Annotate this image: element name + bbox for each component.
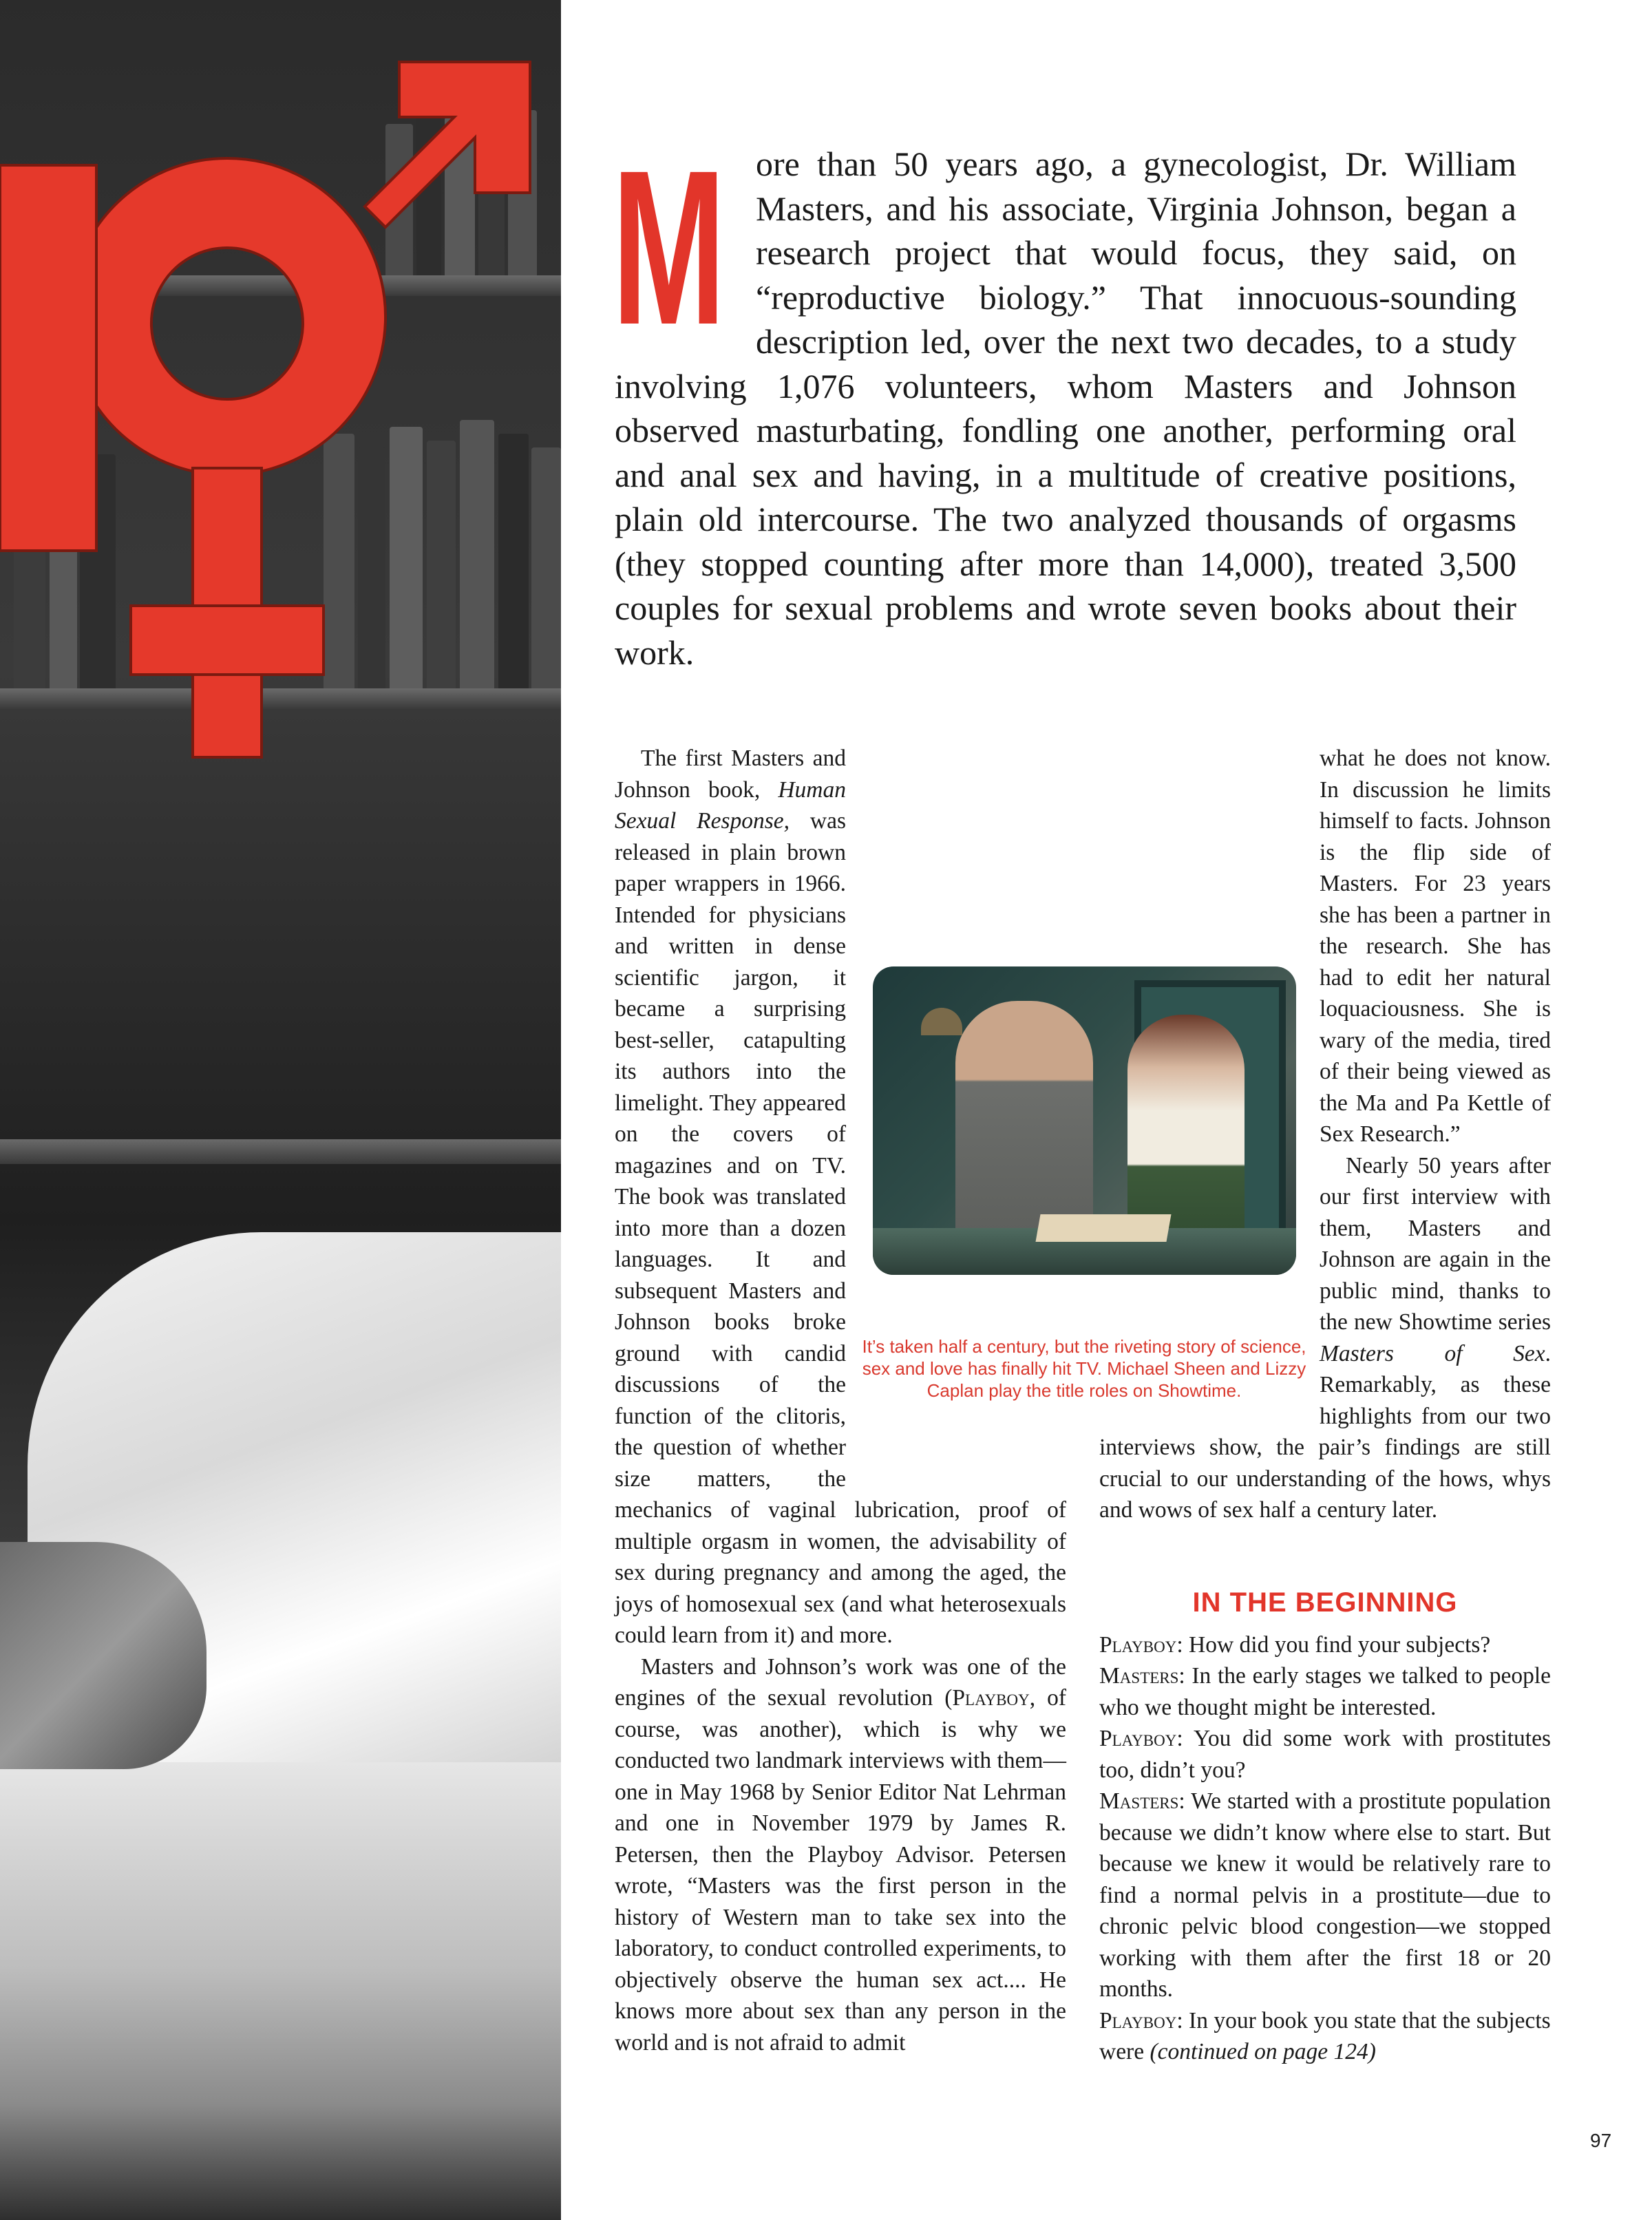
papers	[1035, 1214, 1171, 1242]
lamp	[921, 1008, 962, 1035]
body-column-2	[1099, 743, 1551, 2068]
intro-paragraph	[612, 124, 1516, 675]
paragraph: The first Masters and Johnson book, Human Sexual Response, was released in plain brown paper wrappers in 1966. Intended for physicians and written in dense scientific jargon, it became a surprising best-seller, catapulting its authors into the limelight. They appeared on the covers of magazines and on TV. The book was translated into more than a dozen languages. It and subsequent Masters and Johnson books broke ground with candid discussions of the function of the clitoris, the question of whether size matters, the mechanics of vaginal lubrication, proof of multiple orgasm in women, the advisability of sex during pregnancy and among the aged, the joys of homosexual sex (and what heterosexuals could learn from it) and more.	[615, 746, 1066, 1648]
tv-still-photo	[873, 966, 1296, 1275]
page-number: 97	[1590, 2130, 1612, 2151]
show-title: Masters of Sex	[1320, 1340, 1545, 1366]
section-heading: IN THE BEGINNING	[1192, 1587, 1458, 1618]
paragraph: what he does not know. In discussion he limits himself to facts. Johnson is the flip side of Masters. For 23 years she has been a partner in the research. She has had to edit her natural loquaciousness. She is wary of the media, tired of their being viewed as the Ma and Pa Kettle of Sex Research.”	[1320, 746, 1551, 1147]
qa-line: Playboy: How did you find your subjects?	[1099, 1631, 1491, 1658]
magazine-name: Playboy	[952, 1685, 1030, 1711]
photo-caption: It’s taken half a century, but the riveting story of science, sex and love has finally hit TV. Michael Sheen and Lizzy Caplan play the title roles on Showtime.	[862, 1336, 1306, 1401]
shelf	[0, 1139, 561, 1164]
drop-cap: M	[612, 124, 726, 370]
qa-line: Masters: We started with a prostitute population because we didn’t know where else to start. But because we knew it would be relatively rare to find a normal pelvis in a prostitute—due to chronic pelvic blood congestion—we stopped working with them after the first 18 or 20 months.	[1099, 1788, 1551, 2002]
intersex-symbol-icon	[0, 0, 561, 812]
book-title: Human Sexual Response,	[615, 776, 846, 834]
qa-line: Playboy: In your book you state that the subjects were (continued on page 124)	[1099, 2007, 1551, 2064]
desk-surface	[0, 1762, 561, 2220]
intro-text: ore than 50 years ago, a gynecologist, Dr. William Masters, and his associate, Virginia Johnson, began a research project that would focus, they said, on “reproductive biology.” That innocuous-sounding description led, over the next two decades, to a study involving 1,076 volunteers, whom Masters and Johnson observed masturbating, fondling one another, performing oral and anal sex and having, in a multitude of creative positions, plain old intercourse. The two analyzed thousands of orgasms (they stopped counting after more than 14,000), treated 3,500 couples for sexual problems and wrote seven books about their work.	[615, 145, 1516, 672]
qa-line: Playboy: You did some work with prostitutes too, didn’t you?	[1099, 1726, 1551, 1783]
paragraph: Nearly 50 years after our first interview with them, Masters and Johnson are again in the public mind, thanks to the new Showtime series Masters of Sex. Remarkably, as these highlights from our two interviews show, the pair’s findings are still crucial to our understanding of the hows, whys and wows of sex half a century later.	[1099, 1152, 1551, 1523]
paragraph: Masters and Johnson’s work was one of the engines of the sexual revolution (Playboy, of course, was another), which is why we conducted two landmark interviews with them—one in May 1968 by Senior Editor Nat Lehrman and one in November 1979 by James R. Petersen, then the Playboy Advisor. Petersen wrote, “Masters was the first person in the history of Western man to take sex into the laboratory, to conduct controlled experiments, to objectively observe the human sex act.... He knows more about sex than any person in the world and is not afraid to admit	[615, 1653, 1066, 2055]
background-photo	[0, 0, 561, 2220]
continued-note: (continued on page 124)	[1150, 2039, 1376, 2064]
qa-line: Masters: In the early stages we talked to people who we thought might be interested.	[1099, 1663, 1551, 1720]
hand	[0, 1542, 206, 1769]
